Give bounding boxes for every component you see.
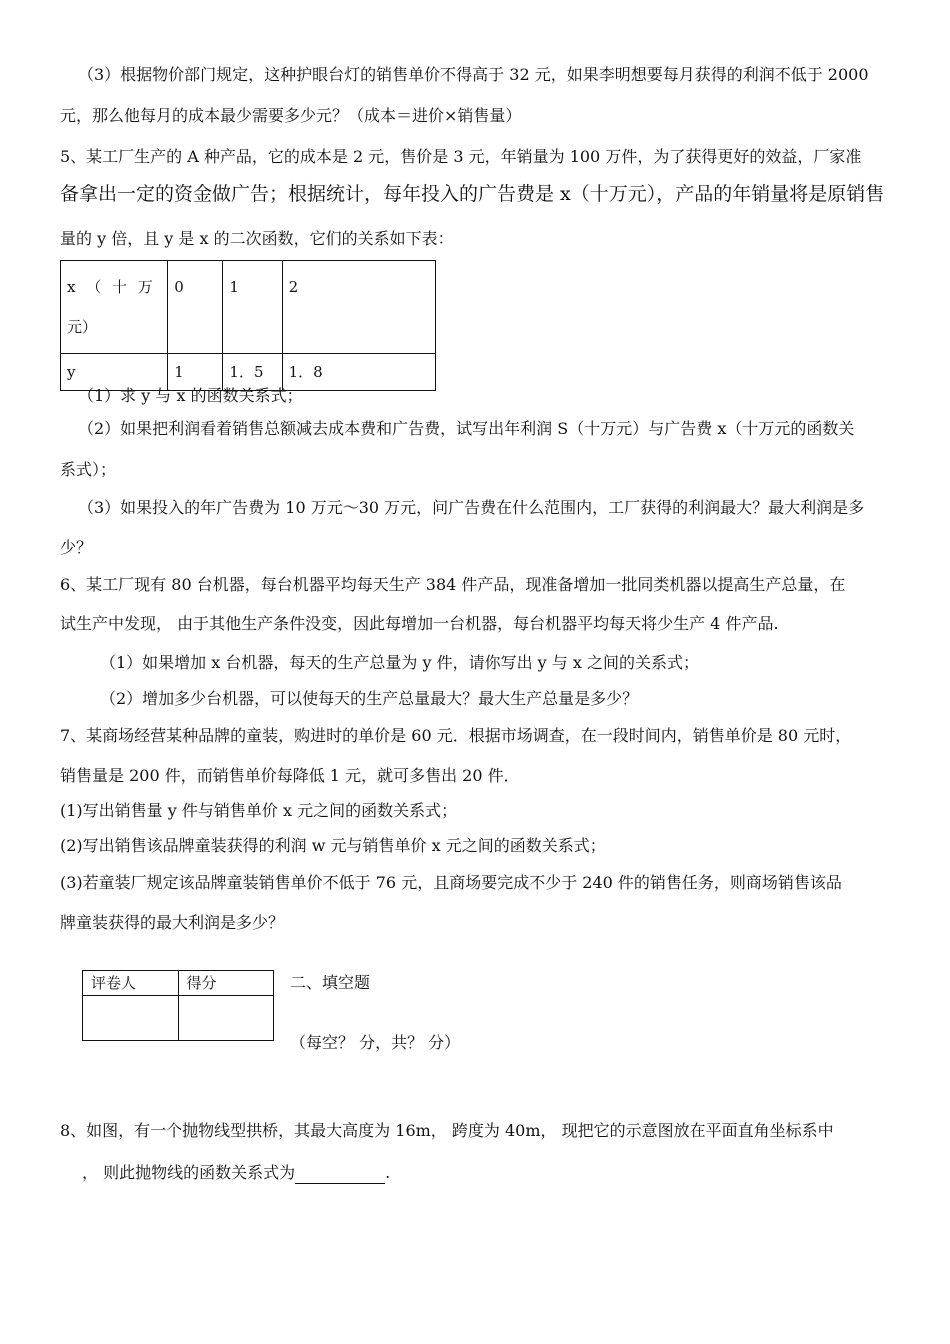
q6-sub1: （1）如果增加 x 台机器，每天的生产总量为 y 件，请你写出 y 与 x 之间的关系式；	[100, 653, 699, 672]
table-cell: 1	[223, 261, 282, 354]
q5-line1: 5、某工厂生产的 A 种产品，它的成本是 2 元，售价是 3 元，年销量为 100 万件，为了获得更好的效益，厂家准	[60, 147, 862, 166]
score-header: 得分	[178, 971, 274, 996]
q5-sub2-line1: （2）如果把利润看着销售总额减去成本费和广告费，试写出年利润 S（十万元）与广告费 x（十万元的函数关	[78, 419, 855, 438]
q5-table	[60, 260, 436, 391]
q8-line2-end: .	[385, 1163, 391, 1182]
table-cell: 1	[168, 354, 223, 391]
score-cell	[178, 996, 274, 1041]
section-title: 二、填空题	[290, 973, 371, 992]
q7-line2: 销售量是 200 件，而销售单价每降低 1 元，就可多售出 20 件．	[60, 766, 520, 785]
q8-line2-text: ， 则此抛物线的函数关系式为	[82, 1163, 296, 1182]
q7-line1: 7、某商场经营某种品牌的童装，购进时的单价是 60 元．根据市场调查，在一段时间内，销售单价是 80 元时，	[60, 726, 852, 745]
table-cell: 1．8	[282, 354, 435, 391]
section-points: （每空？ 分，共？ 分）	[290, 1033, 461, 1052]
q8-line1: 8、如图，有一个抛物线型拱桥，其最大高度为 16m， 跨度为 40m， 现把它的示意图放在平面直角坐标系中	[60, 1121, 834, 1140]
table-row	[83, 971, 274, 996]
table-row	[83, 996, 274, 1041]
grading-table	[82, 970, 274, 1041]
q7-sub1: (1)写出销售量 y 件与销售单价 x 元之间的函数关系式；	[60, 801, 458, 820]
table-cell: 2	[282, 261, 435, 354]
q5-line2: 备拿出一定的资金做广告；根据统计，每年投入的广告费是 x（十万元），产品的年销量将是原销售	[60, 183, 885, 205]
table-cell: x （ 十 万 元）	[61, 261, 168, 354]
q5-sub2-line2: 系式）；	[60, 460, 117, 479]
table-cell: y	[61, 354, 168, 391]
q7-sub3-line2: 牌童装获得的最大利润是多少？	[60, 913, 285, 932]
table-cell: 0	[168, 261, 223, 354]
q7-sub3-line1: (3)若童装厂规定该品牌童装销售单价不低于 76 元，且商场要完成不少于 240 件的销售任务，则商场销售该品	[60, 873, 842, 892]
table-cell: 1．5	[223, 354, 282, 391]
reviewer-header: 评卷人	[83, 971, 179, 996]
q4-part3-line1: （3）根据物价部门规定，这种护眼台灯的销售单价不得高于 32 元，如果李明想要每月获得的利润不低于 2000	[78, 65, 869, 84]
q6-sub2: （2）增加多少台机器，可以使每天的生产总量最大？最大生产总量是多少？	[100, 689, 639, 708]
q6-line1: 6、某工厂现有 80 台机器，每台机器平均每天生产 384 件产品，现准备增加一批同类机器以提高生产总量，在	[60, 575, 846, 594]
q6-line2: 试生产中发现， 由于其他生产条件没变，因此每增加一台机器，每台机器平均每天将少生产 4 件产品.	[60, 614, 779, 633]
q5-sub1: （1）求 y 与 x 的函数关系式；	[78, 386, 303, 405]
q5-sub3-line2: 少？	[60, 538, 93, 557]
reviewer-cell	[83, 996, 179, 1041]
q8-line2	[82, 1162, 390, 1184]
answer-blank	[295, 1167, 385, 1184]
q5-line3: 量的 y 倍，且 y 是 x 的二次函数，它们的关系如下表：	[60, 229, 454, 248]
q4-part3-line2: 元，那么他每月的成本最少需要多少元？（成本＝进价×销售量）	[60, 106, 522, 125]
q5-sub3-line1: （3）如果投入的年广告费为 10 万元～30 万元，问广告费在什么范围内，工厂获得的利润最大？最大利润是多	[78, 498, 865, 517]
q7-sub2: (2)写出销售该品牌童装获得的利润 w 元与销售单价 x 元之间的函数关系式；	[60, 836, 606, 855]
table-row	[61, 261, 436, 354]
